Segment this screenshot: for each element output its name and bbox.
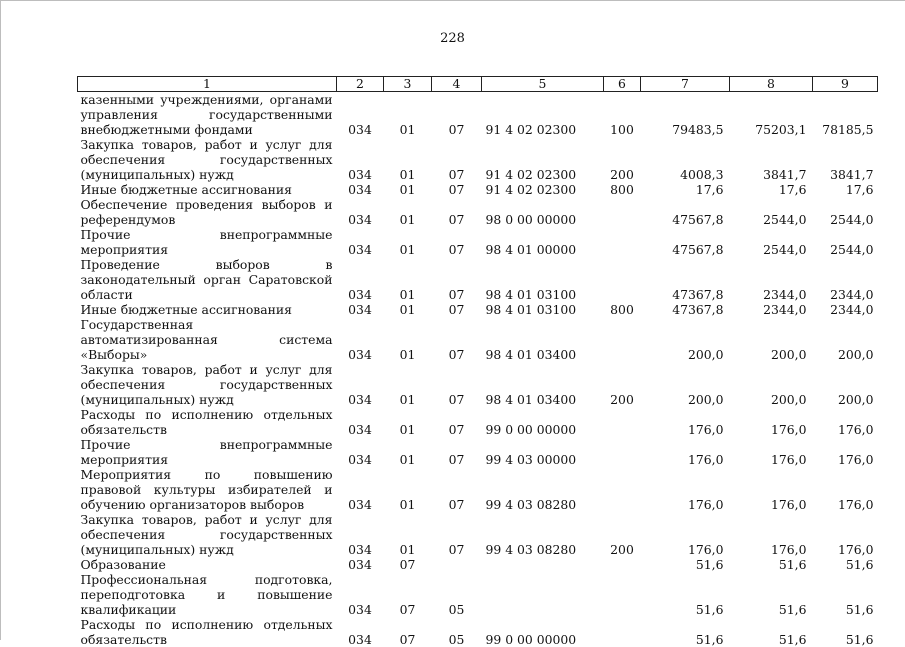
cell-ministry-code: 034 — [337, 572, 384, 617]
cell-ministry-code: 034 — [337, 407, 384, 437]
cell-expense-type-code: 200 — [604, 512, 641, 557]
cell-ministry-code: 034 — [337, 257, 384, 302]
cell-subsection-code: 07 — [432, 407, 482, 437]
cell-amount-col8: 200,0 — [730, 362, 813, 407]
cell-amount-col9: 51,6 — [813, 572, 878, 617]
cell-target-article-code: 98 4 01 03400 — [482, 362, 604, 407]
cell-section-code: 01 — [384, 407, 432, 437]
cell-target-article-code: 91 4 02 02300 — [482, 92, 604, 138]
cell-subsection-code — [432, 557, 482, 572]
cell-amount-col8: 75203,1 — [730, 92, 813, 138]
cell-amount-col7: 4008,3 — [641, 137, 730, 182]
row-description: Профессиональная подготовка, переподготовка и повышение квалификации — [78, 572, 337, 617]
cell-target-article-code: 99 0 00 00000 — [482, 407, 604, 437]
row-description: Расходы по исполнению отдельных обязательств — [78, 407, 337, 437]
cell-target-article-code: 91 4 02 02300 — [482, 137, 604, 182]
cell-amount-col8: 17,6 — [730, 182, 813, 197]
cell-amount-col7: 17,6 — [641, 182, 730, 197]
cell-expense-type-code: 800 — [604, 182, 641, 197]
cell-ministry-code: 034 — [337, 182, 384, 197]
cell-subsection-code: 07 — [432, 197, 482, 227]
cell-amount-col9: 176,0 — [813, 407, 878, 437]
cell-ministry-code: 034 — [337, 467, 384, 512]
cell-amount-col9: 17,6 — [813, 182, 878, 197]
cell-subsection-code: 05 — [432, 617, 482, 647]
table-row — [78, 182, 878, 197]
cell-subsection-code: 07 — [432, 227, 482, 257]
cell-expense-type-code — [604, 407, 641, 437]
row-description: Закупка товаров, работ и услуг для обеспечения государственных (муниципальных) нужд — [78, 512, 337, 557]
cell-ministry-code: 034 — [337, 197, 384, 227]
cell-amount-col8: 200,0 — [730, 317, 813, 362]
row-description: Проведение выборов в законодательный орган Саратовской области — [78, 257, 337, 302]
cell-amount-col7: 51,6 — [641, 572, 730, 617]
cell-subsection-code: 07 — [432, 512, 482, 557]
scan-frame-left — [0, 0, 1, 640]
cell-amount-col7: 176,0 — [641, 407, 730, 437]
cell-amount-col9: 2544,0 — [813, 227, 878, 257]
cell-amount-col9: 51,6 — [813, 557, 878, 572]
cell-section-code: 01 — [384, 317, 432, 362]
cell-ministry-code: 034 — [337, 92, 384, 138]
cell-ministry-code: 034 — [337, 512, 384, 557]
cell-subsection-code: 05 — [432, 572, 482, 617]
cell-amount-col7: 176,0 — [641, 512, 730, 557]
row-description: казенными учреждениями, органами управления государственными внебюджетными фондами — [78, 92, 337, 138]
row-description: Образование — [78, 557, 337, 572]
column-header: 9 — [813, 77, 878, 92]
cell-target-article-code: 98 4 01 03400 — [482, 317, 604, 362]
column-header: 4 — [432, 77, 482, 92]
cell-expense-type-code: 200 — [604, 137, 641, 182]
cell-amount-col7: 51,6 — [641, 557, 730, 572]
cell-amount-col8: 51,6 — [730, 557, 813, 572]
cell-subsection-code: 07 — [432, 302, 482, 317]
cell-ministry-code: 034 — [337, 317, 384, 362]
row-description: Прочие внепрограммные мероприятия — [78, 227, 337, 257]
table-body — [78, 92, 878, 647]
table-row — [78, 467, 878, 512]
table-row — [78, 407, 878, 437]
column-header: 3 — [384, 77, 432, 92]
cell-section-code: 01 — [384, 362, 432, 407]
cell-amount-col9: 2544,0 — [813, 197, 878, 227]
table-row — [78, 362, 878, 407]
cell-ministry-code: 034 — [337, 137, 384, 182]
cell-section-code: 01 — [384, 437, 432, 467]
cell-ministry-code: 034 — [337, 557, 384, 572]
cell-target-article-code: 99 0 00 00000 — [482, 617, 604, 647]
row-description: Мероприятия по повышению правовой культуры избирателей и обучению организаторов выборов — [78, 467, 337, 512]
cell-expense-type-code — [604, 467, 641, 512]
cell-amount-col8: 176,0 — [730, 437, 813, 467]
cell-amount-col7: 176,0 — [641, 437, 730, 467]
table-row — [78, 512, 878, 557]
cell-expense-type-code — [604, 197, 641, 227]
cell-ministry-code: 034 — [337, 362, 384, 407]
cell-subsection-code: 07 — [432, 137, 482, 182]
cell-section-code: 01 — [384, 137, 432, 182]
row-description: Прочие внепрограммные мероприятия — [78, 437, 337, 467]
cell-subsection-code: 07 — [432, 467, 482, 512]
cell-amount-col9: 51,6 — [813, 617, 878, 647]
cell-expense-type-code — [604, 572, 641, 617]
cell-section-code: 01 — [384, 257, 432, 302]
cell-section-code: 01 — [384, 182, 432, 197]
table-row — [78, 437, 878, 467]
table-row — [78, 137, 878, 182]
budget-table — [77, 76, 878, 647]
cell-amount-col7: 79483,5 — [641, 92, 730, 138]
cell-amount-col7: 47367,8 — [641, 257, 730, 302]
cell-ministry-code: 034 — [337, 227, 384, 257]
column-header: 6 — [604, 77, 641, 92]
cell-amount-col8: 51,6 — [730, 617, 813, 647]
cell-target-article-code — [482, 557, 604, 572]
cell-expense-type-code — [604, 257, 641, 302]
cell-expense-type-code — [604, 437, 641, 467]
cell-amount-col7: 176,0 — [641, 467, 730, 512]
row-description: Закупка товаров, работ и услуг для обеспечения государственных (муниципальных) нужд — [78, 362, 337, 407]
cell-expense-type-code: 200 — [604, 362, 641, 407]
cell-target-article-code: 98 4 01 03100 — [482, 257, 604, 302]
column-header: 2 — [337, 77, 384, 92]
cell-target-article-code — [482, 572, 604, 617]
cell-expense-type-code — [604, 617, 641, 647]
cell-expense-type-code — [604, 557, 641, 572]
cell-target-article-code: 99 4 03 08280 — [482, 467, 604, 512]
cell-amount-col8: 2344,0 — [730, 302, 813, 317]
cell-subsection-code: 07 — [432, 257, 482, 302]
row-description: Расходы по исполнению отдельных обязательств — [78, 617, 337, 647]
cell-section-code: 01 — [384, 227, 432, 257]
table-row — [78, 572, 878, 617]
cell-amount-col7: 47567,8 — [641, 197, 730, 227]
cell-ministry-code: 034 — [337, 437, 384, 467]
cell-target-article-code: 91 4 02 02300 — [482, 182, 604, 197]
cell-section-code: 01 — [384, 512, 432, 557]
cell-amount-col8: 176,0 — [730, 407, 813, 437]
cell-expense-type-code: 100 — [604, 92, 641, 138]
cell-amount-col7: 47367,8 — [641, 302, 730, 317]
column-header: 8 — [730, 77, 813, 92]
cell-target-article-code: 98 4 01 00000 — [482, 227, 604, 257]
column-header: 5 — [482, 77, 604, 92]
table-row — [78, 92, 878, 138]
table-row — [78, 257, 878, 302]
cell-amount-col9: 176,0 — [813, 467, 878, 512]
cell-subsection-code: 07 — [432, 437, 482, 467]
table-row — [78, 317, 878, 362]
cell-target-article-code: 99 4 03 00000 — [482, 437, 604, 467]
table-row — [78, 302, 878, 317]
cell-subsection-code: 07 — [432, 92, 482, 138]
cell-amount-col8: 2344,0 — [730, 257, 813, 302]
table-row — [78, 557, 878, 572]
cell-target-article-code: 99 4 03 08280 — [482, 512, 604, 557]
scan-frame-top — [0, 0, 905, 1]
cell-subsection-code: 07 — [432, 182, 482, 197]
column-header: 1 — [78, 77, 337, 92]
cell-target-article-code: 98 0 00 00000 — [482, 197, 604, 227]
cell-amount-col7: 200,0 — [641, 362, 730, 407]
cell-amount-col9: 200,0 — [813, 317, 878, 362]
cell-expense-type-code — [604, 317, 641, 362]
table-row — [78, 617, 878, 647]
cell-subsection-code: 07 — [432, 317, 482, 362]
cell-section-code: 07 — [384, 572, 432, 617]
cell-section-code: 01 — [384, 92, 432, 138]
cell-amount-col9: 3841,7 — [813, 137, 878, 182]
row-description: Иные бюджетные ассигнования — [78, 302, 337, 317]
table-row — [78, 227, 878, 257]
cell-section-code: 07 — [384, 617, 432, 647]
cell-amount-col7: 51,6 — [641, 617, 730, 647]
row-description: Государственная автоматизированная система «Выборы» — [78, 317, 337, 362]
cell-amount-col9: 2344,0 — [813, 257, 878, 302]
cell-section-code: 01 — [384, 467, 432, 512]
table-row — [78, 197, 878, 227]
cell-amount-col8: 2544,0 — [730, 197, 813, 227]
cell-section-code: 01 — [384, 302, 432, 317]
cell-amount-col9: 176,0 — [813, 437, 878, 467]
cell-ministry-code: 034 — [337, 302, 384, 317]
cell-amount-col8: 2544,0 — [730, 227, 813, 257]
budget-table-container — [77, 76, 877, 647]
cell-amount-col9: 176,0 — [813, 512, 878, 557]
cell-amount-col8: 176,0 — [730, 512, 813, 557]
cell-target-article-code: 98 4 01 03100 — [482, 302, 604, 317]
cell-amount-col9: 200,0 — [813, 362, 878, 407]
column-header: 7 — [641, 77, 730, 92]
row-description: Обеспечение проведения выборов и референдумов — [78, 197, 337, 227]
cell-ministry-code: 034 — [337, 617, 384, 647]
row-description: Закупка товаров, работ и услуг для обеспечения государственных (муниципальных) нужд — [78, 137, 337, 182]
page-number: 228 — [0, 31, 905, 46]
cell-expense-type-code — [604, 227, 641, 257]
row-description: Иные бюджетные ассигнования — [78, 182, 337, 197]
cell-amount-col9: 78185,5 — [813, 92, 878, 138]
cell-amount-col8: 51,6 — [730, 572, 813, 617]
cell-amount-col9: 2344,0 — [813, 302, 878, 317]
cell-amount-col8: 3841,7 — [730, 137, 813, 182]
cell-section-code: 07 — [384, 557, 432, 572]
cell-subsection-code: 07 — [432, 362, 482, 407]
cell-amount-col7: 200,0 — [641, 317, 730, 362]
cell-expense-type-code: 800 — [604, 302, 641, 317]
cell-amount-col8: 176,0 — [730, 467, 813, 512]
table-header-row — [78, 77, 878, 92]
cell-amount-col7: 47567,8 — [641, 227, 730, 257]
cell-section-code: 01 — [384, 197, 432, 227]
